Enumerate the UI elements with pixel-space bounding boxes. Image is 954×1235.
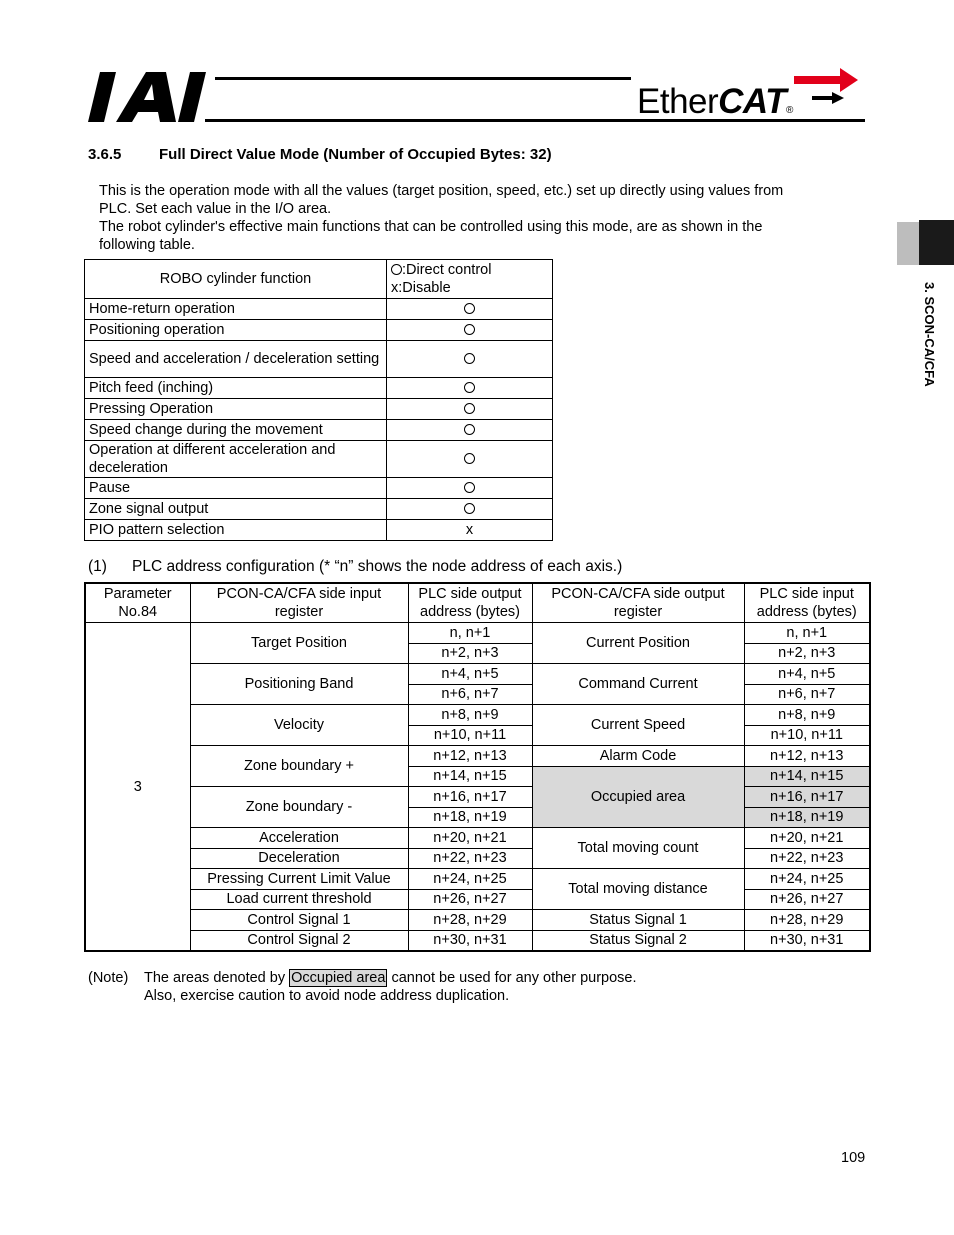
output-address: n+24, n+25	[408, 869, 532, 890]
input-register: Positioning Band	[190, 664, 408, 705]
input-address: n+26, n+27	[744, 889, 870, 910]
input-address: n+24, n+25	[744, 869, 870, 890]
output-address: n+18, n+19	[408, 807, 532, 828]
address-table	[84, 582, 871, 952]
input-address: n+2, n+3	[744, 643, 870, 664]
input-register: Zone boundary -	[190, 787, 408, 828]
mark-cell	[387, 441, 553, 478]
function-name: Speed and acceleration / deceleration setting	[85, 341, 387, 378]
legend-header: :Direct control x:Disable	[387, 260, 553, 299]
function-name: Home-return operation	[85, 299, 387, 320]
header-parameter: Parameter No.84	[85, 583, 190, 623]
section-title: 3.6.5 Full Direct Value Mode (Number of Occupied Bytes: 32)	[88, 146, 552, 163]
mark-cell: x	[387, 520, 553, 541]
page-number: 109	[841, 1150, 866, 1166]
output-address: n, n+1	[408, 623, 532, 644]
output-register: Alarm Code	[532, 746, 744, 767]
mark-cell	[387, 320, 553, 341]
circle-icon	[464, 324, 475, 335]
output-address: n+12, n+13	[408, 746, 532, 767]
function-name: Zone signal output	[85, 499, 387, 520]
input-register: Control Signal 1	[190, 910, 408, 931]
circle-icon	[464, 353, 475, 364]
output-register: Status Signal 2	[532, 930, 744, 951]
occupied-area-legend: Occupied area	[291, 970, 386, 986]
input-address: n, n+1	[744, 623, 870, 644]
mark-cell	[387, 478, 553, 499]
iai-logo	[86, 70, 211, 124]
function-name: Speed change during the movement	[85, 420, 387, 441]
ethercat-arrows-icon	[792, 66, 860, 106]
address-config-heading: (1) PLC address configuration (* “n” shows the node address of each axis.)	[88, 558, 623, 575]
output-register: Current Speed	[532, 705, 744, 746]
input-register: Velocity	[190, 705, 408, 746]
input-register: Control Signal 2	[190, 930, 408, 951]
output-address: n+8, n+9	[408, 705, 532, 726]
output-address: n+22, n+23	[408, 848, 532, 869]
circle-icon	[464, 482, 475, 493]
header-input-register: PCON-CA/CFA side input register	[190, 583, 408, 623]
output-address: n+30, n+31	[408, 930, 532, 951]
function-name: Pitch feed (inching)	[85, 378, 387, 399]
mark-cell	[387, 299, 553, 320]
input-address: n+12, n+13	[744, 746, 870, 767]
output-address: n+10, n+11	[408, 725, 532, 746]
circle-icon	[464, 403, 475, 414]
input-address: n+20, n+21	[744, 828, 870, 849]
function-name: Operation at different acceleration and deceleration	[85, 441, 387, 478]
input-register: Acceleration	[190, 828, 408, 849]
input-address: n+10, n+11	[744, 725, 870, 746]
input-register: Pressing Current Limit Value	[190, 869, 408, 890]
output-register: Total moving distance	[532, 869, 744, 910]
header-input-address: PLC side input address (bytes)	[744, 583, 870, 623]
side-tab-marker	[919, 220, 954, 265]
header-rule-top	[215, 77, 631, 80]
input-address: n+16, n+17	[744, 787, 870, 808]
side-tab-shade	[897, 222, 919, 265]
side-chapter-label: 3. SCON-CA/CFA	[922, 282, 937, 387]
input-address: n+22, n+23	[744, 848, 870, 869]
input-address: n+8, n+9	[744, 705, 870, 726]
output-address: n+14, n+15	[408, 766, 532, 787]
output-register: Status Signal 1	[532, 910, 744, 931]
input-address: n+6, n+7	[744, 684, 870, 705]
note	[88, 969, 637, 1005]
function-name: PIO pattern selection	[85, 520, 387, 541]
circle-icon	[464, 382, 475, 393]
mark-cell	[387, 399, 553, 420]
output-address: n+4, n+5	[408, 664, 532, 685]
output-register: Total moving count	[532, 828, 744, 869]
function-table	[84, 259, 553, 541]
output-address: n+16, n+17	[408, 787, 532, 808]
note-line2: Also, exercise caution to avoid node address duplication.	[144, 988, 510, 1004]
input-address: n+4, n+5	[744, 664, 870, 685]
input-register: Deceleration	[190, 848, 408, 869]
function-name: Positioning operation	[85, 320, 387, 341]
function-name: Pressing Operation	[85, 399, 387, 420]
input-register: Target Position	[190, 623, 408, 664]
input-address: n+18, n+19	[744, 807, 870, 828]
header-output-address: PLC side output address (bytes)	[408, 583, 532, 623]
parameter-value: 3	[85, 623, 190, 952]
output-address: n+28, n+29	[408, 910, 532, 931]
input-register: Zone boundary +	[190, 746, 408, 787]
output-address: n+2, n+3	[408, 643, 532, 664]
circle-icon	[464, 503, 475, 514]
function-header: ROBO cylinder function	[85, 260, 387, 299]
mark-cell	[387, 341, 553, 378]
ethercat-logo: EtherCAT®	[637, 82, 793, 121]
mark-cell	[387, 499, 553, 520]
note-text: The areas denoted by	[144, 970, 286, 986]
input-address: n+30, n+31	[744, 930, 870, 951]
output-register: Current Position	[532, 623, 744, 664]
note-label: (Note)	[88, 970, 129, 986]
occupied-area-cell: Occupied area	[532, 766, 744, 828]
output-address: n+20, n+21	[408, 828, 532, 849]
circle-icon	[464, 303, 475, 314]
header-output-register: PCON-CA/CFA side output register	[532, 583, 744, 623]
input-register: Load current threshold	[190, 889, 408, 910]
input-address: n+28, n+29	[744, 910, 870, 931]
note-text-end: cannot be used for any other purpose.	[391, 970, 637, 986]
function-name: Pause	[85, 478, 387, 499]
circle-icon	[464, 453, 475, 464]
output-address: n+26, n+27	[408, 889, 532, 910]
intro-paragraph: This is the operation mode with all the values (target position, speed, etc.) set up directly using values from PLC. Set each value in the I/O area. The robot cylinder's effective main functions that can be controlled using this mode, are as shown in the following table.	[99, 183, 784, 253]
circle-icon	[391, 264, 402, 275]
circle-icon	[464, 424, 475, 435]
output-register: Command Current	[532, 664, 744, 705]
output-address: n+6, n+7	[408, 684, 532, 705]
mark-cell	[387, 420, 553, 441]
mark-cell	[387, 378, 553, 399]
input-address: n+14, n+15	[744, 766, 870, 787]
